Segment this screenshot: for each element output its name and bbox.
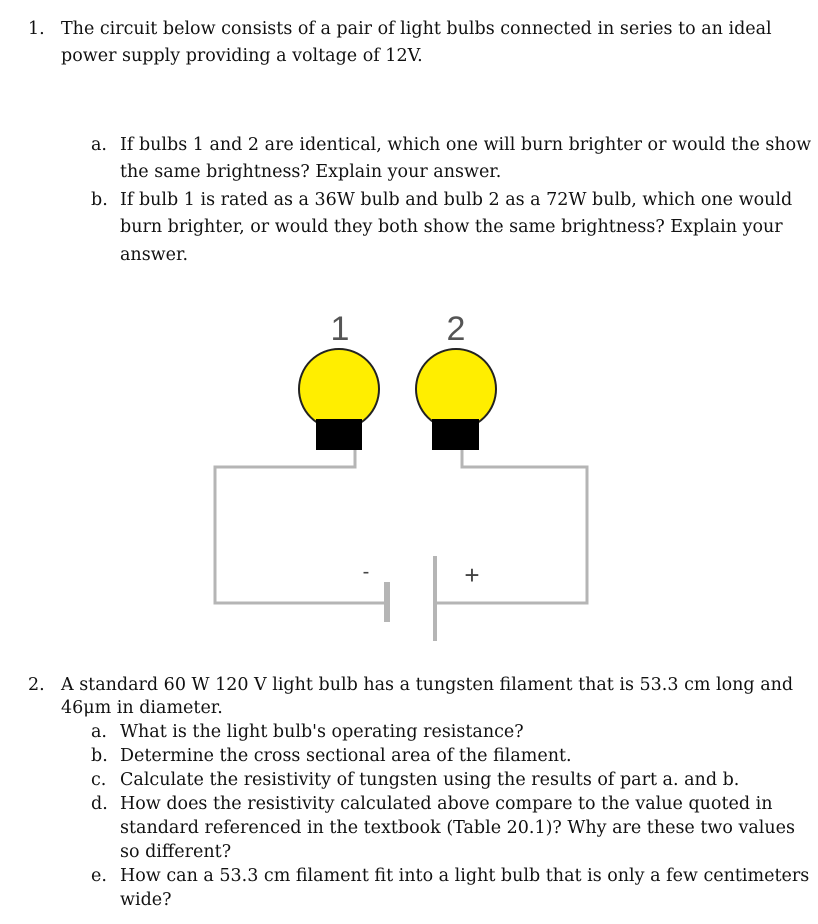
battery-negative-plate	[384, 582, 390, 622]
question-text-line: power supply providing a voltage of 12V.	[61, 46, 423, 66]
circuit-wires	[215, 448, 587, 603]
bulb-2-base	[432, 419, 479, 450]
part-text-line: burn brighter, or would they both show the same brightness? Explain your	[120, 217, 783, 237]
part-letter: d.	[91, 794, 108, 814]
bulb-2	[416, 349, 496, 450]
part-text-line: standard referenced in the textbook (Table 20.1)? Why are these two values	[120, 818, 795, 838]
question-text-line: A standard 60 W 120 V light bulb has a tungsten filament that is 53.3 cm long and	[61, 675, 794, 695]
right-wire	[436, 448, 587, 603]
part-text-line: How can a 53.3 cm filament fit into a light bulb that is only a few centimeters	[120, 866, 810, 886]
part-letter: b.	[91, 190, 108, 210]
part-letter: a.	[91, 135, 107, 155]
question-number: 1.	[28, 19, 45, 39]
part-text-line: If bulb 1 is rated as a 36W bulb and bulb 2 as a 72W bulb, which one would	[120, 190, 793, 210]
battery-plus-label: +	[464, 560, 480, 590]
question-text-line: The circuit below consists of a pair of light bulbs connected in series to an ideal	[61, 19, 772, 39]
battery-minus-label: -	[362, 561, 370, 583]
part-text-line: Determine the cross sectional area of the filament.	[120, 746, 572, 766]
part-text-line: wide?	[120, 890, 172, 910]
part-text-line: Calculate the resistivity of tungsten using the results of part a. and b.	[120, 770, 740, 790]
part-letter: c.	[91, 770, 107, 790]
part-text-line: so different?	[120, 842, 232, 862]
bulb-1-label: 1	[330, 310, 350, 348]
part-letter: b.	[91, 746, 108, 766]
question-text-line: 46μm in diameter.	[61, 698, 223, 718]
bulb-1-glass	[299, 349, 379, 429]
bulb-1	[299, 349, 379, 450]
part-text-line: How does the resistivity calculated above compare to the value quoted in	[120, 794, 773, 814]
bulb-2-label: 2	[446, 310, 466, 348]
bulb-1-base	[316, 419, 362, 450]
left-wire	[215, 448, 386, 603]
part-text-line: the same brightness? Explain your answer.	[120, 162, 502, 182]
part-text-line: answer.	[120, 245, 189, 265]
part-letter: e.	[91, 866, 107, 886]
bulb-2-glass	[416, 349, 496, 429]
part-letter: a.	[91, 722, 107, 742]
part-text-line: What is the light bulb's operating resistance?	[120, 722, 524, 742]
battery-positive-plate	[433, 556, 437, 641]
part-text-line: If bulbs 1 and 2 are identical, which one will burn brighter or would the show	[120, 135, 812, 155]
question-number: 2.	[28, 675, 45, 695]
